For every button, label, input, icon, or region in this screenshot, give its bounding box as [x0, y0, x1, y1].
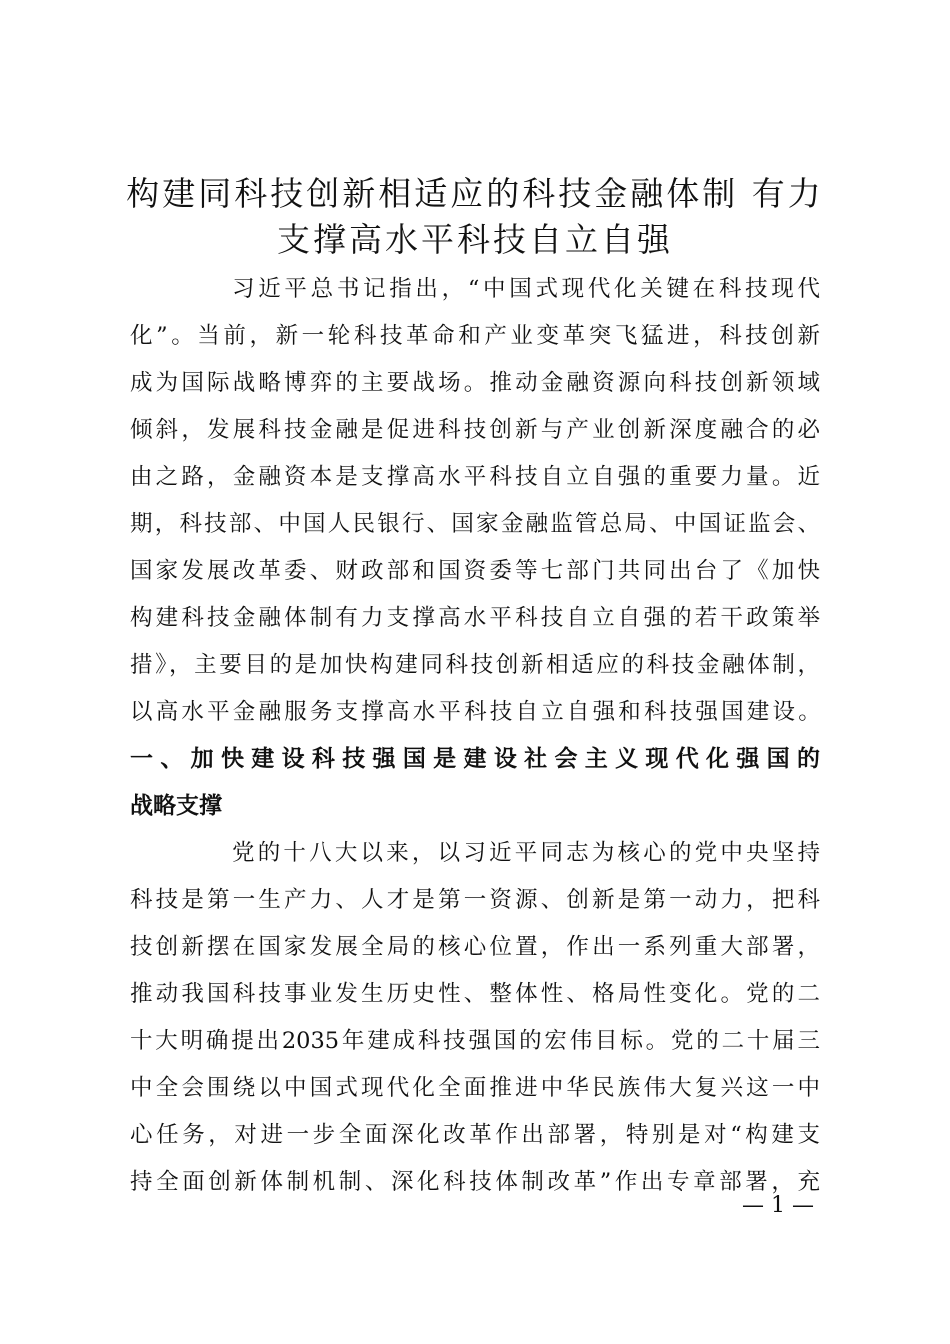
paragraph-1-line-10: 以高水平金融服务支撑高水平科技自立自强和科技强国建设。	[130, 699, 824, 725]
paragraph-2-line-3: 技创新摆在国家发展全局的核心位置，作出一系列重大部署，	[130, 934, 820, 960]
paragraph-1-line-6: 期，科技部、中国人民银行、国家金融监管总局、中国证监会、	[130, 511, 820, 537]
paragraph-2-line-2: 科技是第一生产力、人才是第一资源、创新是第一动力，把科	[130, 887, 820, 913]
section-heading-1-line-1: 一、加快建设科技强国是建设社会主义现代化强国的	[130, 746, 820, 772]
paragraph-2-line-7: 心任务，对进一步全面深化改革作出部署，特别是对“构建支	[130, 1122, 820, 1148]
paragraph-1-line-2: 化”。当前，新一轮科技革命和产业变革突飞猛进，科技创新	[130, 323, 820, 349]
paragraph-2-line-4: 推动我国科技事业发生历史性、整体性、格局性变化。党的二	[130, 981, 820, 1007]
document-title-line-1: 构建同科技创新相适应的科技金融体制 有力	[126, 174, 824, 213]
paragraph-1-line-8: 构建科技金融体制有力支撑高水平科技自立自强的若干政策举	[130, 605, 820, 631]
paragraph-2-line-6: 中全会围绕以中国式现代化全面推进中华民族伟大复兴这一中	[130, 1075, 820, 1101]
paragraph-2-line-5: 十大明确提出2035年建成科技强国的宏伟目标。党的二十届三	[130, 1028, 820, 1054]
section-heading-1-line-2: 战略支撑	[130, 793, 222, 819]
paragraph-1-line-5: 由之路，金融资本是支撑高水平科技自立自强的重要力量。近	[130, 464, 820, 490]
paragraph-1-line-4: 倾斜，发展科技金融是促进科技创新与产业创新深度融合的必	[130, 417, 820, 443]
paragraph-1-line-7: 国家发展改革委、财政部和国资委等七部门共同出台了《加快	[130, 558, 820, 584]
paragraph-1-line-1: 习近平总书记指出，“中国式现代化关键在科技现代	[232, 276, 820, 302]
paragraph-2-line-8: 持全面创新体制机制、深化科技体制改革”作出专章部署，充	[130, 1169, 820, 1195]
document-title-line-2: 支撑高水平科技自立自强	[277, 220, 673, 259]
paragraph-2-line-1: 党的十八大以来，以习近平同志为核心的党中央坚持	[232, 840, 820, 866]
paragraph-1-line-9: 措》，主要目的是加快构建同科技创新相适应的科技金融体制，	[130, 652, 820, 678]
page-number: — 1 —	[742, 1193, 814, 1218]
paragraph-1-line-3: 成为国际战略博弈的主要战场。推动金融资源向科技创新领域	[130, 370, 820, 396]
